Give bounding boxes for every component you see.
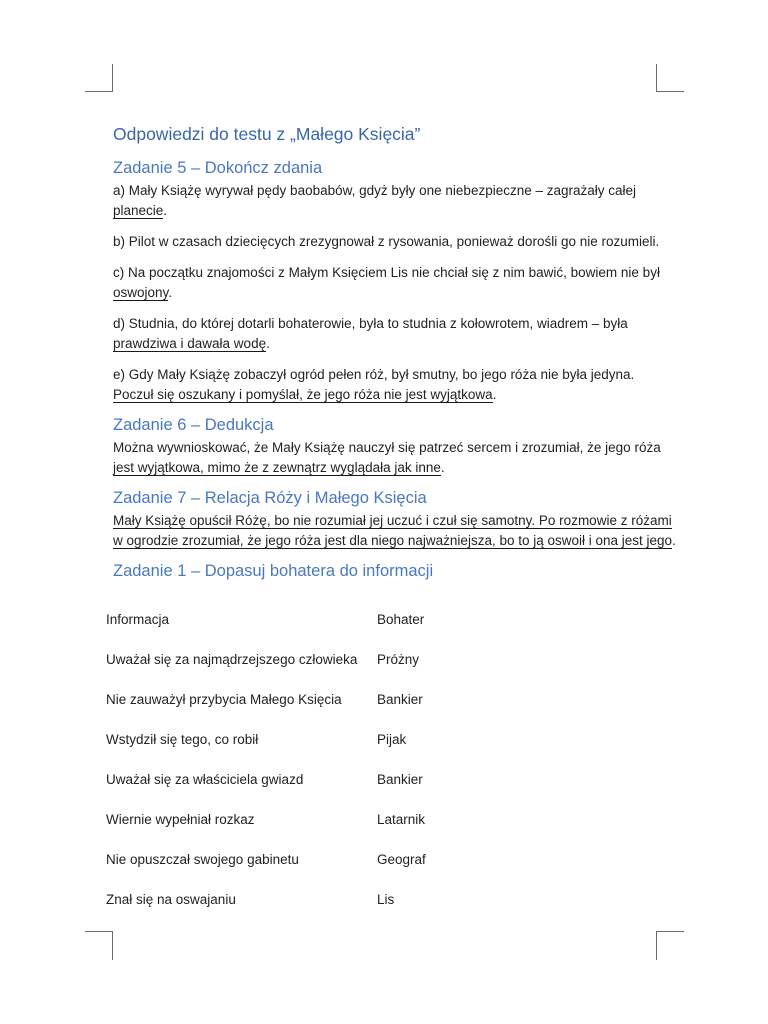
period: .	[440, 460, 445, 475]
table-row	[106, 652, 666, 692]
answer-5e	[113, 365, 678, 405]
answer-6-text: Można wywnioskować, że Mały Książę nauczył się patrzeć sercem i zrozumiał, że jego róża	[113, 440, 661, 455]
answer-5d-underlined: prawdziwa i dawała wodę	[113, 336, 267, 351]
cell-informacja: Wstydził się tego, co robił	[106, 732, 259, 747]
answer-5e-underlined: Poczuł się oszukany i pomyślał, że jego róża nie jest wyjątkowa	[113, 387, 493, 402]
heading-zadanie-6: Zadanie 6 – Dedukcja	[113, 416, 274, 434]
answer-5a-text: a) Mały Książę wyrywał pędy baobabów, gdyż były one niebezpieczne – zagrażały całej	[113, 183, 637, 198]
period: .	[492, 387, 497, 402]
period: .	[672, 533, 676, 548]
crop-mark-top-right-v	[656, 64, 657, 92]
cell-informacja: Znał się na oswajaniu	[106, 892, 236, 907]
cell-informacja: Uważał się za najmądrzejszego człowieka	[106, 652, 358, 667]
header-bohater: Bohater	[377, 612, 425, 627]
table-header-row	[106, 612, 666, 652]
cell-informacja: Nie opuszczał swojego gabinetu	[106, 852, 299, 867]
answer-5c-underlined: oswojony	[113, 285, 169, 300]
answer-5c	[113, 263, 678, 303]
answer-7-underlined: Mały Książę opuścił Różę, bo nie rozumiał jej uczuć i czuł się samotny. Po rozmowie z różami w ogrodzie zrozumiał, że jego róża jest dla niego najważniejsza, bo to ją oswoił i ona jest jego	[113, 513, 673, 548]
heading-zadanie-1: Zadanie 1 – Dopasuj bohatera do informacji	[113, 562, 434, 580]
crop-mark-bottom-left-v	[112, 932, 113, 960]
period: .	[168, 285, 173, 300]
answer-5a	[113, 181, 678, 221]
cell-bohater: Lis	[377, 892, 395, 907]
answer-5e-text: e) Gdy Mały Książę zobaczył ogród pełen róż, był smutny, bo jego róża nie była jedyna.	[113, 367, 635, 382]
period: .	[266, 336, 270, 351]
matching-table	[106, 612, 666, 932]
table-row	[106, 692, 666, 732]
answer-5d-text: d) Studnia, do której dotarli bohaterowie, była to studnia z kołowrotem, wiadrem – była	[113, 316, 628, 331]
cell-bohater: Bankier	[377, 772, 423, 787]
crop-mark-bottom-right-v	[656, 932, 657, 960]
answer-7	[113, 511, 678, 551]
table-row	[106, 892, 666, 932]
cell-informacja: Nie zauważył przybycia Małego Księcia	[106, 692, 342, 707]
table-row	[106, 812, 666, 852]
heading-zadanie-7: Zadanie 7 – Relacja Róży i Małego Księcia	[113, 489, 427, 507]
answer-5d	[113, 314, 678, 354]
crop-mark-top-left-h	[85, 91, 113, 92]
table-row	[106, 852, 666, 892]
table-row	[106, 732, 666, 772]
answer-6	[113, 438, 678, 478]
period: .	[163, 203, 168, 218]
answer-6-underlined: jest wyjątkowa, mimo że z zewnątrz wyglądała jak inne	[113, 460, 441, 475]
table-row	[106, 772, 666, 812]
cell-informacja: Wiernie wypełniał rozkaz	[106, 812, 255, 827]
answer-5c-text: c) Na początku znajomości z Małym Księciem Lis nie chciał się z nim bawić, bowiem nie był	[113, 265, 660, 280]
answer-5b: b) Pilot w czasach dziecięcych zrezygnował z rysowania, ponieważ dorośli go nie rozumieli.	[113, 234, 660, 249]
document-body	[113, 124, 678, 584]
cell-bohater: Bankier	[377, 692, 423, 707]
answer-5a-underlined: planecie	[113, 203, 164, 218]
cell-bohater: Geograf	[377, 852, 426, 867]
header-informacja: Informacja	[106, 612, 170, 627]
heading-zadanie-5: Zadanie 5 – Dokończ zdania	[113, 159, 323, 177]
cell-informacja: Uważał się za właściciela gwiazd	[106, 772, 304, 787]
cell-bohater: Próżny	[377, 652, 420, 667]
crop-mark-top-right-h	[656, 91, 684, 92]
cell-bohater: Pijak	[377, 732, 407, 747]
cell-bohater: Latarnik	[377, 812, 426, 827]
document-title: Odpowiedzi do testu z „Małego Księcia”	[113, 124, 421, 144]
crop-mark-top-left-v	[112, 64, 113, 92]
